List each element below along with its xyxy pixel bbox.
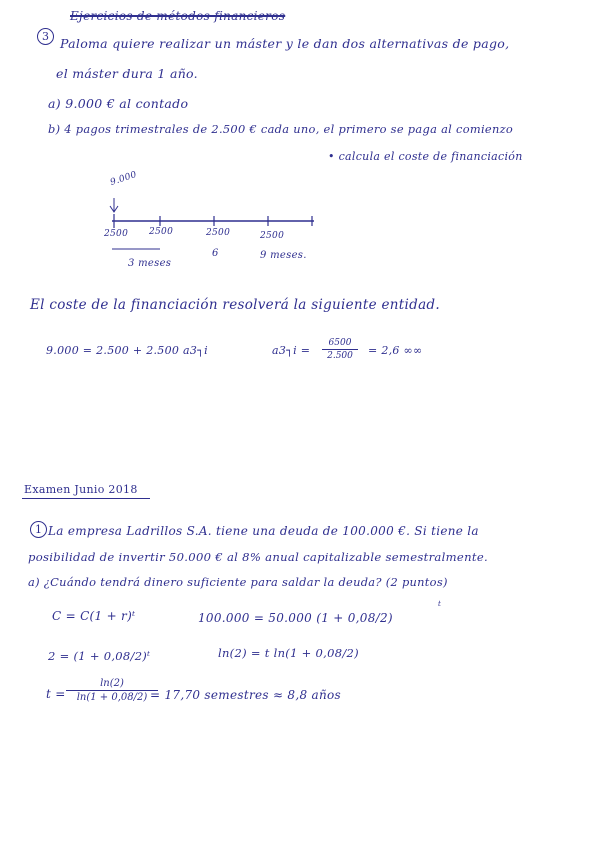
timeline-label-3-months: 3 meses — [128, 258, 172, 269]
option-a: a) 9.000 € al contado — [48, 96, 189, 111]
financing-statement: El coste de la financiación resolverá la siguiente entidad. — [30, 297, 440, 313]
formula-exponent: t — [438, 600, 442, 608]
problem-line-2: el máster dura 1 año. — [56, 66, 198, 81]
timeline-top-value: 9.000 — [109, 170, 139, 188]
t-label: t = — [46, 687, 66, 701]
equation-1: 9.000 = 2.500 + 2.500 a3┐i — [46, 344, 208, 357]
timeline-mark-1: 2500 — [104, 229, 129, 239]
problem-line-1: Paloma quiere realizar un máster y le dan dos alternativas de pago, — [60, 36, 510, 51]
exam-line-2: posibilidad de invertir 50.000 € al 8% anual capitalizable semestralmente. — [28, 550, 488, 564]
timeline-mark-4: 2500 — [260, 231, 285, 241]
exam-problem-number: 1 — [30, 521, 47, 538]
timeline-mark-2: 2500 — [149, 227, 174, 237]
formula-substituted: 100.000 = 50.000 (1 + 0,08/2) — [198, 611, 393, 625]
exam-title-underline — [22, 498, 150, 499]
t-fraction — [66, 678, 158, 703]
annuity-label: a3┐i = — [272, 344, 311, 357]
fraction-bar — [322, 349, 358, 350]
formula-ratio: 2 = (1 + 0,08/2)ᵗ — [48, 649, 151, 663]
fraction-denominator: 2.500 — [327, 351, 353, 361]
formula-compound: C = C(1 + r)ᵗ — [52, 609, 136, 623]
t-denominator: ln(1 + 0,08/2) — [76, 692, 148, 703]
exam-line-3: a) ¿Cuándo tendrá dinero suficiente para saldar la deuda? (2 puntos) — [28, 575, 448, 589]
exam-title: Examen Junio 2018 — [24, 483, 138, 496]
formula-log: ln(2) = t ln(1 + 0,08/2) — [218, 646, 359, 660]
t-numerator: ln(2) — [100, 678, 124, 689]
annuity-result: = 2,6 ∞∞ — [368, 344, 423, 357]
timeline-label-9-months: 9 meses. — [260, 250, 307, 261]
exam-line-1: La empresa Ladrillos S.A. tiene una deuda de 100.000 €. Si tiene la — [48, 524, 479, 538]
instruction: • calcula el coste de financiación — [328, 150, 523, 163]
t-fraction-bar — [66, 690, 158, 691]
fraction-numerator: 6500 — [328, 338, 352, 348]
timeline-mark-3: 2500 — [206, 228, 231, 238]
problem-number: 3 — [37, 28, 54, 45]
crossed-out-header: Ejercicios de métodos financieros — [70, 9, 286, 23]
option-b: b) 4 pagos trimestrales de 2.500 € cada uno, el primero se paga al comienzo — [48, 122, 514, 136]
annuity-fraction — [322, 338, 358, 361]
timeline-label-6: 6 — [212, 248, 219, 259]
formula-result: = 17,70 semestres ≈ 8,8 años — [150, 688, 342, 702]
